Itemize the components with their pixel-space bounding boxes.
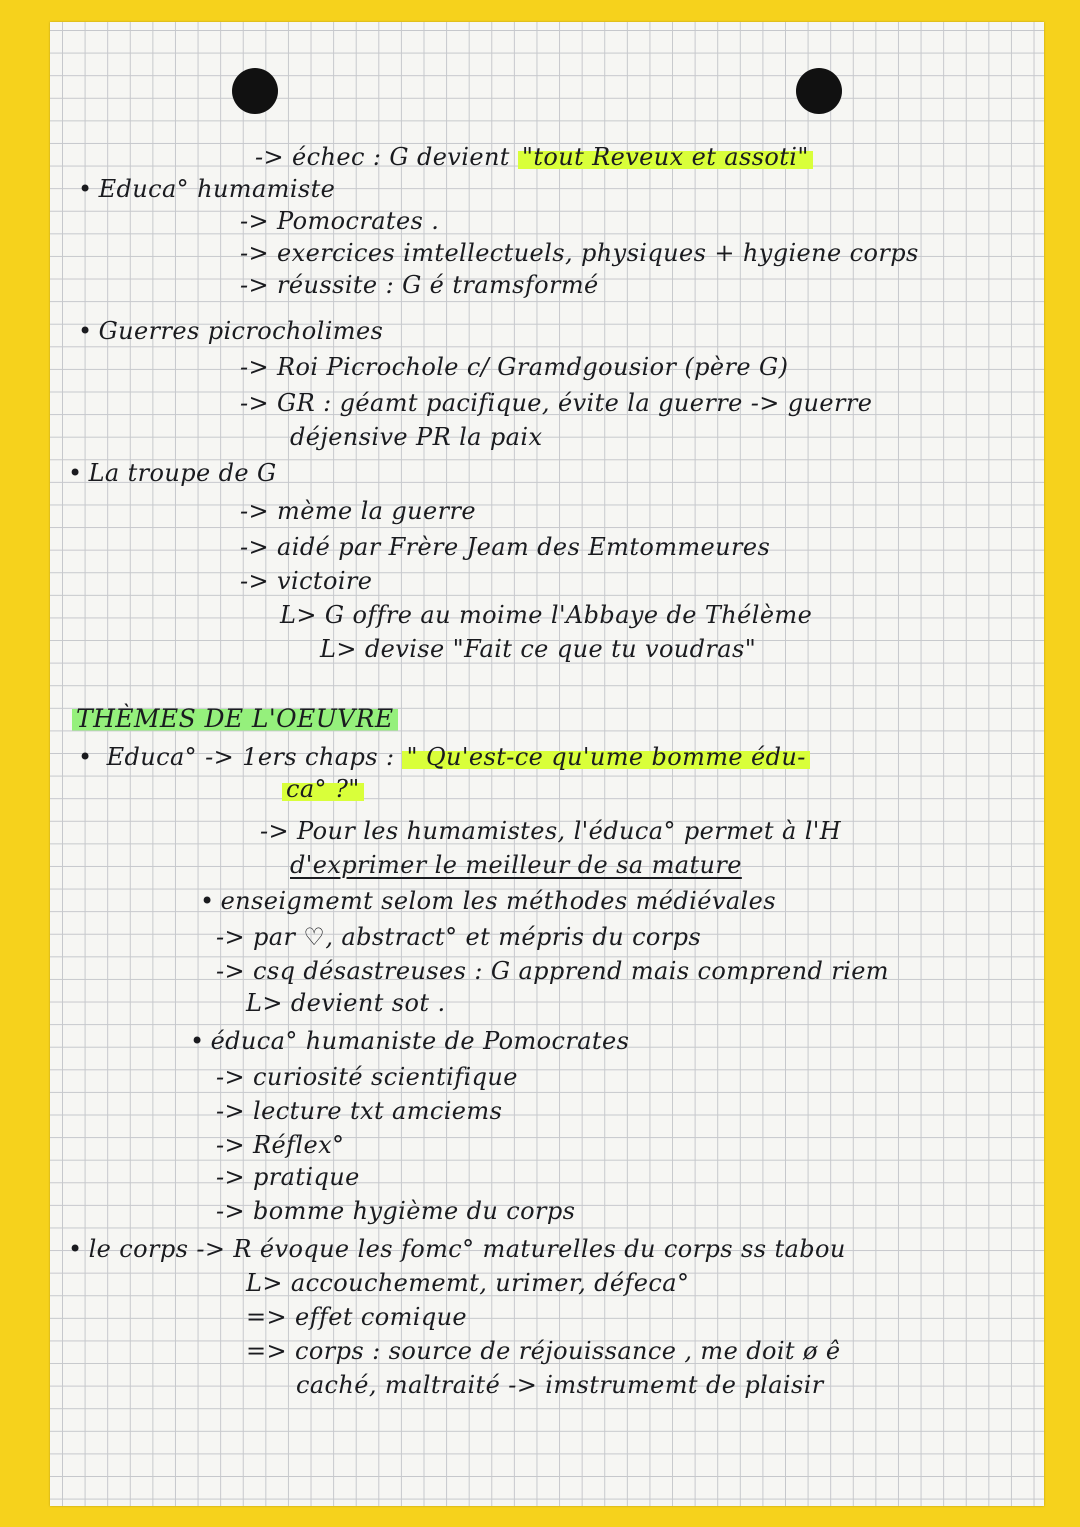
note-line: -> mème la guerre: [240, 497, 476, 525]
bullet-heading: [68, 458, 277, 488]
sub-bullet: [200, 886, 776, 916]
yellow-bottom-edge: [0, 1509, 1080, 1527]
note-text: Guerres picrocholimes: [98, 317, 384, 345]
highlighted-question: " Qu'est-ce qu'ume bomme édu-: [402, 743, 809, 771]
bullet-heading: [68, 1234, 846, 1264]
note-line: -> Roi Picrochole c/ Gramdgousior (père G): [240, 353, 789, 381]
bullet-heading: [78, 316, 383, 346]
note-line: => corps : source de réjouissance , me doit ø ê: [246, 1337, 841, 1365]
note-text: Educa° humamiste: [98, 175, 336, 203]
note-text: le corps -> R évoque les fomc° maturelles du corps ss tabou: [88, 1235, 846, 1263]
note-line: -> exercices imtellectuels, physiques + hygiene corps: [240, 239, 919, 267]
note-line: L> G offre au moime l'Abbaye de Thélème: [280, 601, 813, 629]
note-line: L> accouchememt, urimer, défeca°: [246, 1269, 690, 1297]
note-line: déjensive PR la paix: [290, 423, 543, 451]
note-text: éduca° humaniste de Pomocrates: [210, 1027, 630, 1055]
grid-note-card: [50, 22, 1044, 1506]
note-line: -> victoire: [240, 567, 373, 595]
bullet-heading: [78, 174, 335, 204]
note-line: -> Réflex°: [216, 1131, 345, 1159]
note-line: -> lecture txt amciems: [216, 1097, 503, 1125]
note-line: [255, 142, 813, 172]
note-line: -> aidé par Frère Jeam des Emtommeures: [240, 533, 771, 561]
note-line: -> Pour les humamistes, l'éduca° permet à l'H: [260, 817, 842, 845]
note-line: -> bomme hygième du corps: [216, 1197, 576, 1225]
punch-hole-right: [796, 68, 842, 114]
highlighted-question-end: ca° ?": [282, 775, 364, 803]
note-text: enseigmemt selom les méthodes médiévales: [220, 887, 776, 915]
note-line: [282, 774, 364, 804]
note-line: -> réussite : G é tramsformé: [240, 271, 599, 299]
note-line: -> GR : géamt pacifique, évite la guerre -> guerre: [240, 389, 873, 417]
section-title: [72, 704, 398, 734]
bullet-heading: [78, 742, 810, 772]
note-line: L> devient sot .: [246, 989, 446, 1017]
note-line: -> par ♡, abstract° et mépris du corps: [216, 923, 702, 951]
note-line: L> devise "Fait ce que tu voudras": [320, 635, 757, 663]
note-text: -> échec : G devient: [255, 143, 510, 171]
punch-hole-left: [232, 68, 278, 114]
sub-bullet: [190, 1026, 629, 1056]
note-line: -> Pomocrates .: [240, 207, 440, 235]
note-text: Educa° -> 1ers chaps :: [106, 743, 395, 771]
note-line: caché, maltraité -> imstrumemt de plaisir: [296, 1371, 824, 1399]
highlighted-quote: "tout Reveux et assoti": [518, 143, 813, 171]
note-line: => effet comique: [246, 1303, 468, 1331]
note-line: -> curiosité scientifique: [216, 1063, 518, 1091]
note-line: -> pratique: [216, 1163, 360, 1191]
note-text: La troupe de G: [88, 459, 277, 487]
note-line: -> csq désastreuses : G apprend mais comprend riem: [216, 957, 889, 985]
section-title-text: THÈMES DE L'OEUVRE: [72, 704, 398, 733]
note-line-underlined: d'exprimer le meilleur de sa mature: [290, 851, 742, 879]
